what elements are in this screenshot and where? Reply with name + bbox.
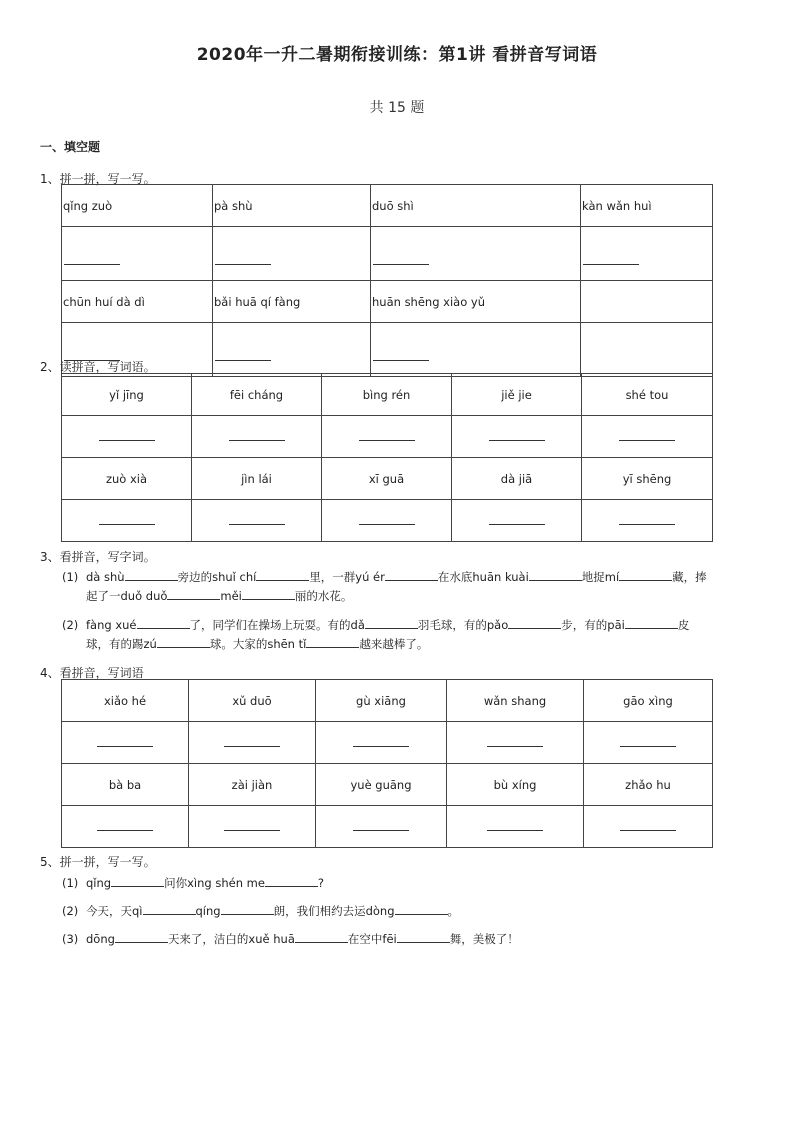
answer-blank[interactable] bbox=[353, 829, 409, 831]
q4-pinyin-cell: wǎn shang bbox=[447, 680, 584, 722]
text-segment: 问你xìng shén me bbox=[164, 876, 265, 890]
answer-blank[interactable] bbox=[221, 903, 274, 915]
answer-blank[interactable] bbox=[125, 569, 178, 581]
answer-blank[interactable] bbox=[583, 263, 639, 265]
answer-blank[interactable] bbox=[365, 617, 418, 629]
q4-answer-cell[interactable] bbox=[447, 722, 584, 764]
q4-pinyin-cell: bù xíng bbox=[447, 764, 584, 806]
answer-blank[interactable] bbox=[167, 588, 220, 600]
q1-pinyin-cell: duō shì bbox=[371, 185, 581, 227]
text-segment: 里，一群yú ér bbox=[309, 570, 385, 584]
answer-blank[interactable] bbox=[385, 569, 438, 581]
answer-blank[interactable] bbox=[143, 903, 196, 915]
q4-answer-cell[interactable] bbox=[62, 722, 189, 764]
answer-blank[interactable] bbox=[99, 523, 155, 525]
q1-empty-cell bbox=[581, 323, 713, 377]
q5-item-3-text bbox=[86, 930, 711, 949]
answer-blank[interactable] bbox=[224, 745, 280, 747]
page-title: 2020年一升二暑期衔接训练：第1讲 看拼音写词语 bbox=[196, 45, 598, 65]
answer-blank[interactable] bbox=[487, 829, 543, 831]
answer-blank[interactable] bbox=[295, 931, 348, 943]
text-segment: 藏，捧起了一duǒ duǒ bbox=[86, 570, 707, 603]
answer-blank[interactable] bbox=[111, 875, 164, 887]
q2-answer-cell[interactable] bbox=[322, 416, 452, 458]
answer-blank[interactable] bbox=[373, 263, 429, 265]
answer-blank[interactable] bbox=[265, 875, 318, 887]
q2-answer-cell[interactable] bbox=[192, 416, 322, 458]
q4-pinyin-cell: zhǎo hu bbox=[584, 764, 713, 806]
text-segment: měi bbox=[220, 589, 242, 603]
q2-table bbox=[61, 373, 713, 542]
text-segment: 地捉mí bbox=[581, 570, 620, 584]
answer-blank[interactable] bbox=[359, 439, 415, 441]
text-segment: 了，同学们在操场上玩耍。有的dǎ bbox=[189, 618, 365, 632]
text-segment: dōng bbox=[86, 932, 115, 946]
answer-blank[interactable] bbox=[97, 829, 153, 831]
q4-pinyin-cell: xǔ duō bbox=[189, 680, 316, 722]
q5-item-2-text bbox=[86, 902, 711, 921]
q4-pinyin-cell: gāo xìng bbox=[584, 680, 713, 722]
q4-answer-cell[interactable] bbox=[62, 806, 189, 848]
q2-pinyin-cell: yī shēng bbox=[582, 458, 713, 500]
text-segment: ? bbox=[317, 876, 325, 890]
text-segment: 羽毛球，有的pǎo bbox=[417, 618, 509, 632]
answer-blank[interactable] bbox=[256, 569, 309, 581]
answer-blank[interactable] bbox=[620, 745, 676, 747]
answer-blank[interactable] bbox=[395, 903, 448, 915]
q1-table bbox=[61, 184, 713, 377]
text-segment: 在空中fēi bbox=[347, 932, 397, 946]
text-segment: 皮球，有的踢zú bbox=[86, 618, 690, 651]
answer-blank[interactable] bbox=[115, 931, 168, 943]
q2-answer-cell[interactable] bbox=[192, 500, 322, 542]
answer-blank[interactable] bbox=[229, 523, 285, 525]
q1-answer-cell[interactable] bbox=[371, 323, 581, 377]
answer-blank[interactable] bbox=[306, 636, 359, 648]
answer-blank[interactable] bbox=[619, 439, 675, 441]
q4-answer-cell[interactable] bbox=[189, 722, 316, 764]
q3-heading: 3、看拼音，写字词。 bbox=[40, 550, 156, 564]
text-segment: 旁边的shuǐ chí bbox=[177, 570, 257, 584]
answer-blank[interactable] bbox=[229, 439, 285, 441]
q1-answer-cell[interactable] bbox=[213, 227, 371, 281]
answer-blank[interactable] bbox=[224, 829, 280, 831]
q5-item-1 bbox=[0, 874, 794, 894]
q1-pinyin-cell: pà shù bbox=[213, 185, 371, 227]
section-heading: 一、填空题 bbox=[40, 140, 101, 154]
text-segment: qǐng bbox=[86, 876, 112, 890]
answer-blank[interactable] bbox=[373, 359, 429, 361]
answer-blank[interactable] bbox=[489, 523, 545, 525]
answer-blank[interactable] bbox=[242, 588, 295, 600]
text-segment: 天来了，洁白的xuě huā bbox=[167, 932, 295, 946]
q4-answer-cell[interactable] bbox=[447, 806, 584, 848]
q4-answer-cell[interactable] bbox=[584, 722, 713, 764]
text-segment: dà shù bbox=[86, 570, 125, 584]
q4-answer-cell[interactable] bbox=[316, 806, 447, 848]
q1-pinyin-cell bbox=[581, 281, 713, 323]
q4-pinyin-cell: xiǎo hé bbox=[62, 680, 189, 722]
q4-pinyin-cell: yuè guāng bbox=[316, 764, 447, 806]
item-number: (1) bbox=[62, 570, 79, 584]
item-number: (2) bbox=[62, 618, 79, 632]
answer-blank[interactable] bbox=[359, 523, 415, 525]
q2-pinyin-cell: zuò xià bbox=[62, 458, 192, 500]
q3-item-2-text bbox=[86, 616, 711, 654]
q2-answer-cell[interactable] bbox=[62, 416, 192, 458]
q1-answer-cell[interactable] bbox=[62, 227, 213, 281]
q5-item-2 bbox=[0, 902, 794, 922]
answer-blank[interactable] bbox=[353, 745, 409, 747]
q2-pinyin-cell: dà jiā bbox=[452, 458, 582, 500]
q2-pinyin-cell: shé tou bbox=[582, 374, 713, 416]
q2-pinyin-cell: yǐ jīng bbox=[62, 374, 192, 416]
q2-answer-cell[interactable] bbox=[322, 500, 452, 542]
answer-blank[interactable] bbox=[529, 569, 582, 581]
text-segment: 今天，天qì bbox=[86, 904, 143, 918]
q4-answer-cell[interactable] bbox=[189, 806, 316, 848]
q4-table bbox=[61, 679, 713, 848]
q2-answer-cell[interactable] bbox=[62, 500, 192, 542]
q4-pinyin-cell: gù xiāng bbox=[316, 680, 447, 722]
q1-heading: 1、拼一拼，写一写。 bbox=[40, 172, 156, 186]
text-segment: 舞，美极了！ bbox=[449, 932, 519, 946]
answer-blank[interactable] bbox=[508, 617, 561, 629]
q5-item-3 bbox=[0, 930, 794, 950]
q4-answer-cell[interactable] bbox=[584, 806, 713, 848]
q1-answer-cell[interactable] bbox=[371, 227, 581, 281]
q2-answer-cell[interactable] bbox=[452, 500, 582, 542]
answer-blank[interactable] bbox=[489, 439, 545, 441]
q2-pinyin-cell: fēi cháng bbox=[192, 374, 322, 416]
item-number: (1) bbox=[62, 876, 79, 890]
answer-blank[interactable] bbox=[397, 931, 450, 943]
q2-answer-cell[interactable] bbox=[582, 416, 713, 458]
text-segment: 朗，我们相约去运dòng bbox=[273, 904, 395, 918]
q2-pinyin-cell: jiě jie bbox=[452, 374, 582, 416]
item-number: (2) bbox=[62, 904, 79, 918]
q4-pinyin-cell: zài jiàn bbox=[189, 764, 316, 806]
q3-item-2 bbox=[0, 616, 794, 656]
text-segment: 球。大家的shēn tǐ bbox=[209, 637, 307, 651]
q4-answer-cell[interactable] bbox=[316, 722, 447, 764]
answer-blank[interactable] bbox=[487, 745, 543, 747]
q1-answer-cell[interactable] bbox=[581, 227, 713, 281]
q2-answer-cell[interactable] bbox=[452, 416, 582, 458]
answer-blank[interactable] bbox=[619, 523, 675, 525]
q2-pinyin-cell: jìn lái bbox=[192, 458, 322, 500]
text-segment: 。 bbox=[447, 904, 460, 918]
text-segment: fàng xué bbox=[86, 618, 137, 632]
q5-heading: 5、拼一拼，写一写。 bbox=[40, 855, 156, 869]
q2-pinyin-cell: xī guā bbox=[322, 458, 452, 500]
q1-pinyin-cell: bǎi huā qí fàng bbox=[213, 281, 371, 323]
text-segment: 丽的水花。 bbox=[294, 589, 353, 603]
text-segment: qíng bbox=[195, 904, 221, 918]
q4-heading: 4、看拼音，写词语 bbox=[40, 666, 144, 680]
q1-pinyin-cell: chūn huí dà dì bbox=[62, 281, 213, 323]
q1-answer-cell[interactable] bbox=[213, 323, 371, 377]
q1-pinyin-cell: huān shēng xiào yǔ bbox=[371, 281, 581, 323]
q2-heading: 2、读拼音，写词语。 bbox=[40, 360, 156, 374]
text-segment: 步，有的pāi bbox=[561, 618, 625, 632]
answer-blank[interactable] bbox=[157, 636, 210, 648]
q1-pinyin-cell: qǐng zuò bbox=[62, 185, 213, 227]
answer-blank[interactable] bbox=[625, 617, 678, 629]
question-count: 共 15 题 bbox=[369, 100, 425, 116]
q1-pinyin-cell: kàn wǎn huì bbox=[581, 185, 713, 227]
q3-item-1 bbox=[0, 568, 794, 608]
q5-item-1-text bbox=[86, 874, 711, 893]
text-segment: 越来越棒了。 bbox=[359, 637, 429, 651]
q2-answer-cell[interactable] bbox=[582, 500, 713, 542]
answer-blank[interactable] bbox=[64, 263, 120, 265]
item-number: (3) bbox=[62, 932, 79, 946]
q3-item-1-text bbox=[86, 568, 711, 606]
text-segment: 在水底huān kuài bbox=[437, 570, 529, 584]
q2-pinyin-cell: bìng rén bbox=[322, 374, 452, 416]
answer-blank[interactable] bbox=[215, 263, 271, 265]
answer-blank[interactable] bbox=[137, 617, 190, 629]
answer-blank[interactable] bbox=[620, 829, 676, 831]
answer-blank[interactable] bbox=[97, 745, 153, 747]
answer-blank[interactable] bbox=[619, 569, 672, 581]
answer-blank[interactable] bbox=[215, 359, 271, 361]
q4-pinyin-cell: bà ba bbox=[62, 764, 189, 806]
answer-blank[interactable] bbox=[99, 439, 155, 441]
